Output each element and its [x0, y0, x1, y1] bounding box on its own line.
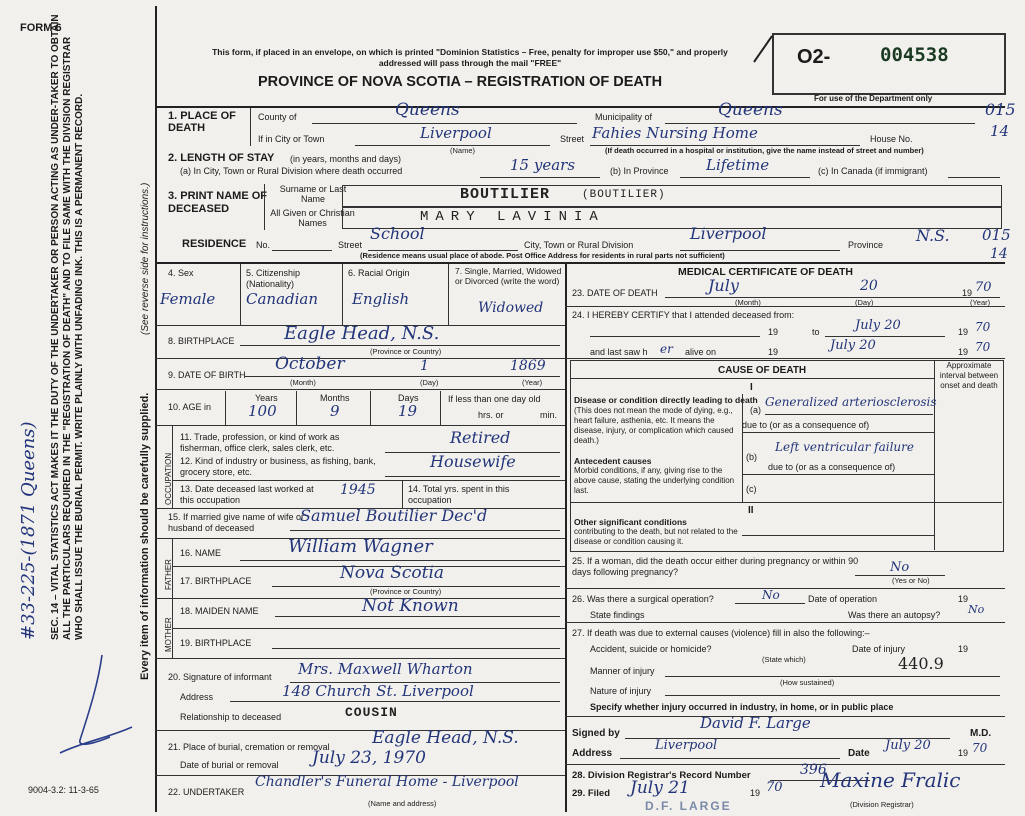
form-code: 9004-3.2: 11-3-65 — [28, 785, 99, 795]
other-label: Other significant conditions — [574, 517, 687, 527]
row-23-line — [565, 306, 1005, 307]
residence-city-label: City, Town or Rural Division — [524, 240, 634, 250]
lastworked-label: 13. Date deceased last worked at this occupation — [180, 484, 314, 505]
reg-number: 004538 — [880, 44, 949, 66]
autopsy-label: Was there an autopsy? — [848, 610, 941, 620]
mother-birthplace-label: 19. BIRTHPLACE — [180, 638, 252, 648]
other-note: contributing to the death, but not related to the disease or condition causing it. — [574, 527, 738, 546]
given-label: All Given or Christian Names — [270, 208, 355, 228]
sex-label: 4. Sex — [168, 268, 194, 278]
div-6-7 — [448, 264, 449, 325]
street-value: Fahies Nursing Home — [592, 124, 758, 142]
industry-label: 12. Kind of industry or business, as fishing, bank, grocery store, etc. — [180, 456, 376, 477]
cause-a-line — [765, 414, 933, 415]
row-8-line — [155, 358, 565, 359]
med-yr-prefix: 19 — [958, 748, 969, 758]
signed-label: Signed by — [572, 728, 620, 739]
municipality-label: Municipality of — [595, 112, 653, 122]
age-years: 100 — [248, 402, 277, 420]
res-no-line — [272, 250, 332, 251]
city-value: Liverpool — [420, 124, 492, 142]
father-birthplace-label: 17. BIRTHPLACE — [180, 576, 252, 586]
burial-place: Eagle Head, N.S. — [372, 728, 519, 748]
registrar-signature: Maxine Fralic — [820, 768, 961, 792]
age-months-label: Months — [320, 393, 350, 403]
mother-maiden-line — [275, 616, 560, 617]
header-notice: This form, if placed in an envelope, on which is printed "Dominion Statistics – Free, penalty for improper use $50," and properly addressed will pass through the mail "FREE" — [212, 47, 728, 68]
dob-year: 1869 — [510, 358, 546, 374]
length-stay-label: 2. LENGTH OF STAY — [168, 152, 275, 164]
residence-province: N.S. — [916, 226, 950, 245]
house-label: House No. — [870, 134, 913, 144]
residence-code-1: 015 — [982, 226, 1011, 244]
med-address-label: Address — [572, 748, 613, 759]
dod-day-sub: (Day) — [855, 298, 874, 307]
med-date-year: 70 — [972, 741, 988, 755]
filed-yr-prefix: 19 — [750, 788, 761, 798]
hrs-label: hrs. or — [478, 410, 504, 420]
occupation-side: OCCUPATION — [164, 452, 173, 505]
lastsaw-year: 70 — [975, 340, 991, 354]
filed-year: 70 — [766, 780, 783, 795]
cause-title-line — [570, 378, 934, 379]
given-value: MARY LAVINIA — [420, 209, 605, 225]
manner-label: Manner of injury — [590, 666, 655, 676]
birthplace-line — [240, 345, 560, 346]
row-10-line — [155, 425, 565, 426]
spouse-value: Samuel Boutilier Dec'd — [300, 506, 488, 525]
age-months: 9 — [330, 402, 340, 420]
undertaker-sub: (Name and address) — [368, 799, 437, 808]
accident-label: Accident, suicide or homicide? — [590, 644, 712, 654]
manner-line — [665, 676, 1000, 677]
filed-label: 29. Filed — [572, 788, 611, 799]
less-day-label: If less than one day old — [448, 394, 541, 404]
part-ii: II — [748, 505, 754, 516]
racial-label: 6. Racial Origin — [348, 268, 410, 278]
nature-label: Nature of injury — [590, 686, 652, 696]
dod-month-sub: (Month) — [735, 298, 761, 307]
birthplace-label: 8. BIRTHPLACE — [168, 336, 235, 346]
attended-to: July 20 — [855, 318, 901, 333]
father-bp-sub: (Province or Country) — [370, 587, 442, 596]
stay-c-line — [948, 177, 1000, 178]
mother-bp-line — [272, 648, 560, 649]
undertaker-label: 22. UNDERTAKER — [168, 787, 245, 797]
stay-a-label: (a) In City, Town or Rural Division where death occurred — [180, 166, 403, 176]
lastworked-value: 1945 — [340, 482, 376, 498]
row-24-line — [565, 358, 1005, 359]
cause-b-value: Left ventricular failure — [775, 440, 914, 454]
direct-label: Disease or condition directly leading to death — [574, 395, 758, 405]
citizenship-label: 5. Citizenship (Nationality) — [246, 268, 301, 289]
state-findings-label: State findings — [590, 610, 645, 620]
dept-use: For use of the Department only — [814, 94, 933, 103]
dod-month: July — [708, 276, 739, 295]
informant-signature: Mrs. Maxwell Wharton — [298, 660, 473, 678]
place-code-1: 015 — [985, 100, 1016, 119]
stay-b-value: Lifetime — [706, 156, 770, 174]
mid-hr — [155, 262, 1005, 264]
attended-from-line — [590, 336, 760, 337]
street-label: Street — [560, 134, 585, 144]
dob-month: October — [275, 354, 345, 374]
reverse-note: (See reverse side for instructions.) — [140, 182, 151, 335]
form-label: FORM 6 — [20, 22, 62, 34]
dod-line — [665, 297, 1000, 298]
county-label: County of — [258, 112, 297, 122]
part-i: I — [750, 382, 753, 393]
name-brace — [264, 184, 265, 230]
direct-note: (This does not mean the mode of dying, e.g., heart failure, asthenia, etc. It means the disease, injury, or complication which caused death.) — [574, 406, 734, 445]
residence-code-2: 14 — [990, 246, 1008, 262]
dob-line — [245, 376, 560, 377]
marital-label: 7. Single, Married, Widowed or Divorced (write the word) — [455, 266, 562, 286]
county-value: Queens — [395, 100, 460, 120]
age-div-2 — [370, 391, 371, 425]
woman-value: No — [890, 560, 910, 575]
state-which-sub: (State which) — [762, 655, 806, 664]
margin-signature-mark — [40, 645, 140, 765]
surgery-label: 26. Was there a surgical operation? — [572, 594, 714, 604]
informant-address: 148 Church St. Liverpool — [282, 682, 474, 700]
father-side: FATHER — [164, 559, 173, 590]
burial-date-label: Date of burial or removal — [180, 760, 279, 770]
father-name: William Wagner — [288, 536, 433, 557]
dob-year-sub: (Year) — [522, 378, 543, 387]
age-brace — [225, 391, 226, 425]
informant-address-line — [230, 701, 560, 702]
dob-month-sub: (Month) — [290, 378, 316, 387]
row-19-line — [155, 658, 565, 659]
left-border — [155, 6, 157, 812]
yes-no-sub: (Yes or No) — [892, 576, 930, 585]
injury-yr-prefix: 19 — [958, 644, 969, 654]
residence-street: School — [370, 224, 425, 243]
min-label: min. — [540, 410, 558, 420]
attended-year: 70 — [975, 320, 991, 334]
stay-b-line — [680, 177, 810, 178]
med-address-line — [620, 758, 840, 759]
antecedent-label: Antecedent causes — [574, 456, 652, 466]
place-of-death-label: 1. PLACE OF DEATH — [168, 110, 236, 134]
dod-day: 20 — [860, 278, 878, 294]
industry-value: Housewife — [430, 452, 516, 471]
place-code-2: 14 — [990, 122, 1010, 140]
med-address: Liverpool — [655, 738, 718, 753]
stay-a-line — [480, 177, 600, 178]
row-9-line — [155, 389, 565, 390]
surgery-value: No — [762, 588, 780, 602]
filed-value: July 21 — [630, 778, 690, 798]
stay-c-label: (c) In Canada (if immigrant) — [818, 166, 928, 176]
handwritten-margin-id: #33-225-(1871 Queens) — [18, 421, 39, 640]
cause-interval-div — [934, 360, 935, 550]
undertaker-value: Chandler's Funeral Home - Liverpool — [255, 774, 519, 790]
row-25-line — [565, 588, 1005, 589]
lastsaw-yr-prefix-2: 19 — [958, 347, 969, 357]
op-date-label: Date of operation — [808, 594, 878, 604]
trade-label: 11. Trade, profession, or kind of work as fisherman, office clerk, sales clerk, etc. — [180, 432, 340, 453]
age-div-3 — [440, 391, 441, 425]
stay-b-label: (b) In Province — [610, 166, 669, 176]
residence-label: RESIDENCE — [182, 238, 247, 250]
interval-label: Approximate interval between onset and death — [939, 361, 999, 390]
cause-b-label: (b) — [746, 452, 757, 462]
signed-value: David F. Large — [700, 714, 811, 732]
informant-sig-label: 20. Signature of informant — [168, 672, 272, 682]
mother-maiden: Not Known — [362, 596, 459, 616]
antecedent-note: Morbid conditions, if any, giving rise to the above cause, stating the underlying condition last. — [574, 466, 735, 495]
every-item-note: Every item of information should be carefully supplied. — [139, 392, 151, 680]
record-value: 396 — [800, 762, 827, 778]
surname-alt: (BOUTILIER) — [582, 189, 666, 201]
father-name-label: 16. NAME — [180, 548, 222, 558]
surname-label: Surname or Last Name — [279, 184, 347, 204]
how-sustained-sub: (How sustained) — [780, 678, 835, 687]
age-label: 10. AGE in — [168, 402, 212, 412]
mother-side: MOTHER — [164, 617, 173, 652]
row-17-line — [155, 598, 565, 599]
occ-div — [402, 480, 403, 508]
md-label: M.D. — [970, 728, 992, 739]
birthplace-value: Eagle Head, N.S. — [284, 323, 440, 344]
woman-label: 25. If a woman, did the death occur either during pregnancy or within 90 days following pregnancy? — [572, 556, 859, 577]
spouse-label: 15. If married give name of wife or husband of deceased — [168, 512, 305, 533]
surname-box — [342, 185, 1002, 207]
father-name-line — [240, 560, 560, 561]
informant-address-label: Address — [180, 692, 214, 702]
med-date-label: Date — [848, 748, 870, 759]
external-label: 27. If death was due to external causes (violence) fill in also the following:– — [572, 628, 870, 638]
industry-line — [385, 476, 560, 477]
row-26-line — [565, 622, 1005, 623]
residence-street-label: Street — [338, 240, 363, 250]
nature-line — [665, 695, 1000, 696]
birthplace-sub: (Province or Country) — [370, 347, 442, 356]
dod-year-sub: (Year) — [970, 298, 991, 307]
surname-value: BOUTILIER — [460, 186, 551, 203]
attended-to-line — [825, 336, 945, 337]
registrar-sub: (Division Registrar) — [850, 800, 914, 809]
dob-day-sub: (Day) — [420, 378, 439, 387]
autopsy-value: No — [968, 603, 985, 616]
residence-province-label: Province — [848, 240, 884, 250]
cause-a-label: (a) — [750, 405, 761, 415]
age-years-label: Years — [255, 393, 278, 403]
racial-value: English — [352, 290, 410, 308]
top-hr — [155, 106, 1005, 108]
occ-row-line — [172, 480, 565, 481]
relationship-value: COUSIN — [345, 705, 398, 720]
row-md-line — [565, 764, 1005, 765]
age-div-1 — [296, 391, 297, 425]
reg-prefix: O2- — [797, 46, 831, 68]
citizenship-value: Canadian — [246, 290, 319, 308]
hospital-note: (If death occurred in a hospital or institution, give the name instead of street and number) — [605, 146, 924, 155]
cause-inner-div — [742, 394, 743, 502]
registrar-stamp: D.F. LARGE — [645, 799, 732, 813]
father-birthplace: Nova Scotia — [340, 563, 445, 583]
medical-title: MEDICAL CERTIFICATE OF DEATH — [678, 266, 853, 278]
bracket-mark — [748, 32, 778, 92]
city-label: If in City or Town — [258, 134, 325, 144]
stay-a-value: 15 years — [510, 156, 576, 174]
print-name-label: 3. PRINT NAME OF DECEASED — [168, 190, 268, 215]
certify-label: 24. I HEREBY CERTIFY that I attended deceased from: — [572, 310, 795, 320]
cause-a-value: Generalized arteriosclerosis — [765, 395, 937, 409]
city-name-sub: (Name) — [450, 146, 476, 155]
attended-yr-prefix-2: 19 — [958, 327, 969, 337]
other-line — [742, 535, 934, 536]
specify-label: Specify whether injury occurred in industry, in home, or in public place — [590, 702, 894, 712]
surgery-line — [735, 603, 805, 604]
sec14-margin-text: SEC. 14 – VITAL STATISTICS ACT MAKES IT THE DUTY OF THE UNDERTAKER OR PERSON ACTING AS UNDER-TAKER TO OBTAIN ALL THE PARTICULARS REQUIRED IN THE "REGISTRATION OF DEATH" AND TO FILE SAME WITH THE DIVISION REGISTRAR WHO SHALL ISSUE THE BURIAL PERMIT. WRITE PLAINLY WITH UNFADING INK. THIS IS A PERMANENT RECORD. — [50, 14, 85, 640]
form-title: PROVINCE OF NOVA SCOTIA – REGISTRATION OF DEATH — [258, 74, 663, 90]
total-years-label: 14. Total yrs. spent in this occupation — [408, 484, 510, 505]
attended-to-label: to — [812, 327, 820, 337]
record-label: 28. Division Registrar's Record Number — [572, 770, 751, 781]
mother-div — [172, 628, 565, 629]
cause-b-line — [742, 474, 934, 475]
burial-place-label: 21. Place of burial, cremation or removal — [168, 742, 330, 752]
lastsaw-date: July 20 — [830, 338, 876, 353]
dob-day: 1 — [420, 358, 429, 374]
cause-c-label: (c) — [746, 484, 757, 494]
op-yr-prefix: 19 — [958, 594, 969, 604]
spouse-line — [290, 530, 560, 531]
due-to-1: due to (or as a consequence of) — [742, 420, 870, 430]
lastsaw-label: and last saw h — [590, 347, 648, 357]
due-to-2: due to (or as a consequence of) — [768, 462, 896, 472]
cause-title: CAUSE OF DEATH — [718, 365, 807, 376]
manner-value: 440.9 — [898, 654, 944, 673]
div-4-5 — [240, 264, 241, 325]
cause-mid-line — [742, 432, 934, 433]
burial-date: July 23, 1970 — [312, 748, 426, 768]
age-days-label: Days — [398, 393, 419, 403]
residence-note: (Residence means usual place of abode. Post Office Address for residents in rural parts not sufficient) — [360, 251, 725, 260]
length-stay-sub: (in years, months and days) — [290, 154, 402, 164]
div-5-6 — [342, 264, 343, 325]
dod-label: 23. DATE OF DEATH — [572, 288, 658, 298]
dod-year: 70 — [975, 280, 992, 295]
relationship-label: Relationship to deceased — [180, 712, 282, 722]
dob-label: 9. DATE OF BIRTH — [168, 370, 246, 380]
med-date: July 20 — [885, 738, 931, 753]
brace — [250, 108, 251, 146]
sex-value: Female — [160, 290, 216, 308]
col-divider — [565, 264, 567, 812]
alive-on-label: alive on — [685, 347, 717, 357]
residence-city: Liverpool — [690, 224, 767, 243]
mother-maiden-label: 18. MAIDEN NAME — [180, 606, 259, 616]
dod-yr-prefix: 19 — [962, 288, 973, 298]
attended-yr-prefix: 19 — [768, 327, 779, 337]
residence-no-label: No. — [256, 240, 271, 250]
lastsaw-yr-prefix: 19 — [768, 347, 779, 357]
age-days: 19 — [398, 402, 418, 420]
marital-value: Widowed — [478, 300, 544, 316]
cause-c-line — [570, 502, 1002, 503]
municipality-value: Queens — [718, 100, 783, 120]
injury-date-label: Date of injury — [852, 644, 906, 654]
trade-value: Retired — [450, 428, 511, 447]
lastsaw-her: er — [660, 342, 673, 356]
